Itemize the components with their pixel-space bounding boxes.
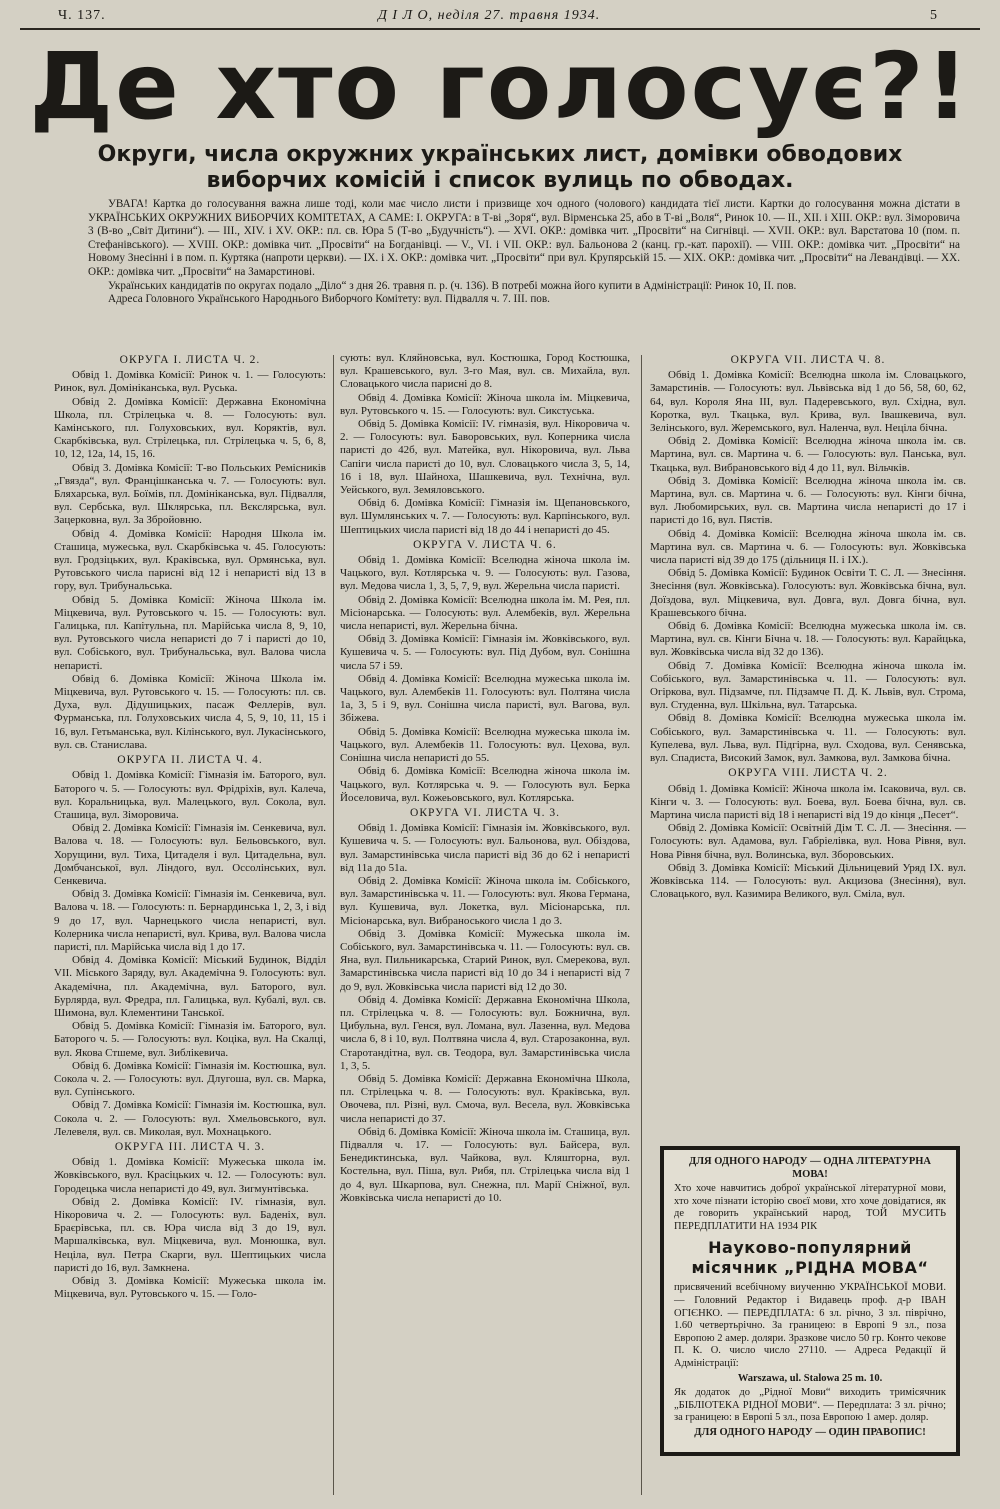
precinct-entry: Обвід 4. Домівка Комісії: Вселюдна жіноча школа ім. св. Мартина вул. св. Мартина ч. 6. — Голосують: вул. Жовківська числа паристі від 39 до 175 (дільниця ІІ. і ІХ.). xyxy=(650,527,966,567)
precinct-entry: Обвід 3. Домівка Комісії: Гімназія ім. Жовківського, вул. Кушевича ч. 5. — Голосують: вул. Під Дубом, вул. Сонішна числа 57 і 59. xyxy=(340,633,630,672)
precinct-entry: Обвід 4. Домівка Комісії: Міський Будинок, Відділ VII. Міського Заряду, вул. Академічна 9. Голосують: вул. Академічна, пл. Академічна, вул. Баторого, вул. Бурлярда, вул. Фредра, пл. Галицька, вул. Кубалі, вул. св. Шимона, вул. Клементини Танської. xyxy=(54,954,326,1019)
precinct-entry: Обвід 6. Домівка Комісії: Гімназія ім. Костюшка, вул. Сокола ч. 2. — Голосують: вул. Длугоша, вул. св. Марка, вул. Супінського. xyxy=(54,1059,326,1099)
precinct-entry: Обвід 2. Домівка Комісії: Вселюдна школа ім. М. Рея, пл. Місіонарська. — Голосують: вул. Алембеків, вул. Жерельна числа непаристі, вул. Жерельна бічна. xyxy=(340,593,630,633)
ad-address: Warszawa, ul. Stalowa 25 m. 10. xyxy=(737,1372,883,1384)
headline: Де хто голосує?! xyxy=(29,33,971,140)
precinct-entry: Обвід 6. Домівка Комісії: Гімназія ім. Щепановського, вул. Шумлянських ч. 7. — Голосують: вул. Карпінського, вул. Шептицьких числа паристі від 18 до 44 і непаристі до 45. xyxy=(340,497,630,536)
precinct-entry: Обвід 7. Домівка Комісії: Гімназія ім. Костюшка, вул. Сокола ч. 2. — Голосують: вул. Хмельовського, вул. Лелевеля, вул. св. Миколая, вул. Мохнацького. xyxy=(54,1099,326,1138)
precinct-entry: Обвід 5. Домівка Комісії: Вселюдна мужеська школа ім. Чацького, вул. Алембеків 11. Голосують: вул. Цехова, вул. Сонішна числа непаристі до 55. xyxy=(340,725,630,765)
district-heading: ОКРУГА V. ЛИСТА Ч. 6. xyxy=(413,538,557,551)
precinct-entry: Обвід 3. Домівка Комісії: Міський Дільницевий Уряд IX. вул. Жовківська 114. — Голосують: вул. Акцизова (Знесіння), вул. Словацького, вул. Казимира Великого, вул. Сміла, вул. xyxy=(650,861,966,901)
issue-number: Ч. 137. xyxy=(58,8,106,23)
district-heading: ОКРУГА VII. ЛИСТА Ч. 8. xyxy=(730,354,886,366)
precinct-entry: Обвід 1. Домівка Комісії: Гімназія ім. Жовківського, вул. Кушевича ч. 5. — Голосують: вул. Бальонова, вул. Обіздова, вул. Замарстинівська числа паристі від 36 до 62 і непаристі від 11а до 51а. xyxy=(340,822,630,874)
precinct-entry: Обвід 4. Домівка Комісії: Вселюдна мужеська школа ім. Чацького, вул. Алембеків 11. Голосують: вул. Полтяна числа 1а, 3, 5 і 9, вул. Сонішна числа паристі, вул. Вагова, вул. Збіжева. xyxy=(340,672,630,725)
subheadline: Округи, числа окружних українських лист, домівки обводових виборчих комісій і список вулиць по обводах. xyxy=(97,142,903,193)
precinct-entry: Обвід 2. Домівка Комісії: IV. гімназія, вул. Нікоровича ч. 2. — Голосують: вул. Баденіх, вул. Браєрівська, пл. св. Юра числа від 3 до 19, вул. Маршалківська, вул. Міцкевича, вул. Монюшка, вул. Неціла, вул. Петра Скарги, вул. Шептицьких числа паристі до 16, вул. Замкнена. xyxy=(54,1195,326,1274)
notice-paragraph: Адреса Головного Українського Народнього Виборчого Комітету: вул. Підвалля ч. 7. ІІІ. пов. xyxy=(108,293,550,306)
ad-slogan-top: ДЛЯ ОДНОГО НАРОДУ — ОДНА ЛІТЕРАТУРНА МОВА! xyxy=(689,1156,931,1180)
district-heading: ОКРУГА ІІІ. ЛИСТА Ч. 3. xyxy=(114,1140,266,1153)
precinct-entry: Обвід 2. Домівка Комісії: Вселюдна жіноча школа ім. св. Мартина, вул. св. Мартина ч. 6. — Голосують: вул. Панська, вул. Ткацька, вул. Вибрановського від 4 до 11, вул. Вільчків. xyxy=(650,435,966,474)
precinct-entry: Обвід 5. Домівка Комісії: Державна Економічна Школа, пл. Стрілецька ч. 8. — Голосують: вул. Краківська, вул. Овочева, пл. Різні, вул. Смоча, вул. Весела, вул. Жовківська числа непаристі до 37. xyxy=(340,1072,630,1125)
masthead-date: Д І Л О, неділя 27. травня 1934. xyxy=(378,8,601,23)
notice-paragraph: Українських кандидатів по округах подало „Діло“ з дня 26. травня п. р. (ч. 136). В потребі можна його купити в Адміністрації: Ринок 10, ІІ. пов. xyxy=(108,279,797,292)
running-header xyxy=(58,8,938,28)
ad-body: присвячений всебічному виученню УКРАЇНСЬКОЇ МОВИ. — Головний Редактор і Видавець проф. д-р ІВАН ОГІЄНКО. — ПЕРЕДПЛАТА: 6 зл. річно, 3 зл. піврічно, 1.60 четвертьрічно. За границею: в Европі 9 зл., поза Европою 2 амер. доляри. Зразкове число 50 гр. Конто чекове П. К. О. число число 27110. — Адреса Редакції й Адміністрації: xyxy=(674,1282,946,1369)
ad-title: Науково-популярний місячник „РІДНА МОВА“ xyxy=(691,1238,929,1278)
column-1 xyxy=(54,352,326,1502)
precinct-entry: Обвід 3. Домівка Комісії: Мужеська школа ім. Міцкевича, вул. Рутовського ч. 15. — Голо- xyxy=(54,1275,326,1301)
precinct-entry: Обвід 1. Домівка Комісії: Жіноча школа ім. Ісаковича, вул. св. Кінги ч. 3. — Голосують: вул. Боева, вул. Боева бічна, вул. св. Мартина числа паристі від 18 і непаристі від 19 до кінця „Песет“. xyxy=(650,782,966,821)
precinct-entry: Обвід 4. Домівка Комісії: Державна Економічна Школа, пл. Стрілецька ч. 8. — Голосують: вул. Божнична, вул. Цибульна, вул. Генся, вул. Ломана, вул. Лазенна, вул. Медова числа 6, 8 і 10, вул. Полтвяна числа 4, вул. Старозаконна, вул. Старотандітна, вул. св. Теодора, вул. Замарстинівська числа 1, 3, 5. xyxy=(340,993,630,1072)
column-divider xyxy=(641,355,642,1495)
page-number: 5 xyxy=(930,8,938,23)
precinct-entry: Обвід 3. Домівка Комісії: Вселюдна жіноча школа ім. св. Мартина, вул. св. Мартина ч. 6. — Голосують: вул. Кінги бічна, вул. Любомирських, вул. св. Мартина числа непаристі до 17 і паристі до 16, вул. Пястів. xyxy=(650,474,966,527)
ad-slogan-bottom: ДЛЯ ОДНОГО НАРОДУ — ОДИН ПРАВОПИС! xyxy=(694,1426,926,1438)
precinct-entry: Обвід 1. Домівка Комісії: Гімназія ім. Баторого, вул. Баторого ч. 5. — Голосують: вул. Фрідріхів, вул. Калеча, вул. Коральницька, вул. Малецького, вул. Сокола, вул. Сташица, вул. Зіморовича. xyxy=(54,769,326,821)
district-heading: ОКРУГА ІІ. ЛИСТА Ч. 4. xyxy=(117,754,263,767)
precinct-entry: Обвід 8. Домівка Комісії: Вселюдна мужеська школа ім. Собіського, вул. Замарстинівська ч. 11. — Голосують: вул. Купелева, вул. Льва, вул. Підгірна, вул. Сходова, вул. Сенявська, вул. Спадиста, Високий Замок, вул. Замкова, вул. Замкова бічна. xyxy=(650,712,966,765)
precinct-entry: Обвід 6. Домівка Комісії: Вселюдна мужеська школа ім. св. Мартина, вул. св. Кінги Бічна ч. 18. — Голосують: вул. Карайцька, вул. Жовківська числа від 32 до 136). xyxy=(650,620,966,659)
precinct-entry: Обвід 4. Домівка Комісії: Народня Школа ім. Сташица, мужеська, вул. Скарбківська ч. 45. Голосують: вул. Гродзіцьких, вул. Краківська, вул. Ормянська, вул. Рутовського числа парисні від 12 і непаристі від 13 в гору, вул. Трибунальська. xyxy=(54,527,326,593)
precinct-entry: Обвід 5. Домівка Комісії: Гімназія ім. Баторого, вул. Баторого ч. 5. — Голосують: вул. Коціка, вул. На Скалці, вул. Якова Стшеме, вул. Зиблікевича. xyxy=(54,1020,326,1059)
precinct-entry: Обвід 6. Домівка Комісії: Вселюдна жіноча школа ім. Чацького, вул. Котлярська ч. 9. — Голосують вул. Берка Йоселовича, вул. Кожеьовського, вул. Котлярська. xyxy=(340,765,630,804)
precinct-entry: Обвід 6. Домівка Комісії: Жіноча школа ім. Сташица, вул. Підвалля ч. 17. — Голосують: вул. Байсера, вул. Бенедиктинська, вул. Чайкова, вул. Кляшторна, вул. Костельна, вул. Піша, вул. Рибя, пл. Стрілецька числа від 1 до 4, вул. Шкарпова, вул. Снежна, пл. Марії Сніжної, вул. Жовківська числа непаристі до 10. xyxy=(340,1125,630,1204)
advertisement-box xyxy=(660,1146,960,1456)
precinct-entry: Обвід 5. Домівка Комісії: Жіноча Школа ім. Міцкевича, вул. Рутовського ч. 15. — Голосують: вул. Галицька, пл. Капітульна, пл. Марійська числа 8, 9, 10, вул. Рутовського числа непаристі до 7 і паристі до 10, вул. Собіського, вул. Трибунальська, вул. Валова числа непаристі. xyxy=(54,593,326,672)
precinct-entry: Обвід 2. Домівка Комісії: Державна Економічна Школа, пл. Стрілецька ч. 8. — Голосують: вул. Камінського, пл. Голуховських, вул. Коряктів, вул. Скарбківська, вул. Стрілецька, пл. Стрілецька ч. 5, 6, 8, 10, 12, 12а, 14, 15, 16. xyxy=(54,395,326,461)
column-divider xyxy=(333,355,334,1495)
district-heading: ОКРУГА І. ЛИСТА Ч. 2. xyxy=(119,354,261,366)
precinct-entry: Обвід 4. Домівка Комісії: Жіноча школа ім. Міцкевича, вул. Рутовського ч. 15. — Голосують: вул. Сикстуська. xyxy=(340,391,630,417)
district-heading: ОКРУГА VI. ЛИСТА Ч. 3. xyxy=(410,806,560,819)
precinct-entry: Обвід 2. Домівка Комісії: Гімназія ім. Сенкевича, вул. Валова ч. 18. — Голосують: вул. Бельовського, вул. Хорущини, вул. Тиха, Цитаделя і вул. Цитадельна, вул. Домбчанської, вул. Ліндого, вул. Оссолінських, вул. Сенкевича. xyxy=(54,822,326,887)
precinct-entry: Обвід 3. Домівка Комісії: Гімназія ім. Сенкевича, вул. Валова ч. 18. — Голосують: п. Бернардинська 1, 2, 3, і від 9 до 17, вул. Чарнецького числа непаристі, вул. Колерника числа непаристі, вул. Крива, вул. Валова числа паристі, пл. Марійська числа від 1 до 17. xyxy=(54,888,326,953)
precinct-entry: Обвід 2. Домівка Комісії: Жіноча школа ім. Собіського, вул. Замарстинівська ч. 11. — Голосують: вул. Якова Германа, вул. Кушевича, вул. Локетка, вул. Місіонарська, пл. Місіонарська, вул. Вибраноського числа 1 до 3. xyxy=(340,874,630,927)
precinct-entry: Обвід 1. Домівка Комісії: Вселюдна школа ім. Словацького, Замарстинів. — Голосують: вул. Львівська від 1 до 56, 58, 60, 62, 64, вул. Короля Яна ІІІ, вул. Падеревського, вул. Східна, вул. Коротка, вул. Ткацька, вул. Крива, вул. Івашкевича, вул. Зелінського, вул. Жеремського, вул. Наленча, вул. Неціла бічна. xyxy=(650,369,966,435)
precinct-entry: Обвід 1. Домівка Комісії: Мужеська школа ім. Жовківського, вул. Красіцьких ч. 12. — Голосують: вул. Городецька числа непаристі до 49, вул. Зигмунтівська. xyxy=(54,1156,326,1195)
precinct-entry: Обвід 7. Домівка Комісії: Вселюдна жіноча школа ім. Собіського, вул. Замарстинівська ч. 11. — Голосують: вул. Огіркова, вул. Підзамче, пл. Підзамче П. Д. К. Львів, вул. Строма, вул. Студенна, вул. Шкільна, вул. Татарська. xyxy=(650,659,966,712)
precinct-entry: Обвід 6. Домівка Комісії: Жіноча Школа ім. Міцкевича, вул. Рутовського ч. 15. — Голосують: пл. св. Духа, вул. Дідушицьких, пасаж Феллерів, вул. Фурманська, пл. Голуховських числа 4, 5, 9, 10, 11, 15 і 16, вул. Гетьманська, вул. Кілінського, вул. Лукасінського, вул. св. Станислава. xyxy=(54,672,326,751)
ad-supplement: Як додаток до „Рідної Мови“ виходить тримісячник „БІБЛІОТЕКА РІДНОЇ МОВИ“. — Передплата: 3 зл. річно; за границею: в Европі 5 зл., поза Европою 1 амер. доляр. xyxy=(674,1387,946,1424)
notice-block xyxy=(88,198,960,348)
precinct-entry: Обвід 3. Домівка Комісії: Мужеська школа ім. Собіського, вул. Замарстинівська ч. 11. — Голосують: вул. св. Яна, вул. Пильникарська, Старий Ринок, вул. Смерекова, вул. Замарстинівська числа паристі від 10 до 34 і непаристі від 7 до 9, вул. Жовківська числа паристі від 12 до 30. xyxy=(340,927,630,993)
precinct-entry: сують: вул. Кляйновська, вул. Костюшка, Город Костюшка, вул. Крашевського, вул. 3-го Мая, вул. св. Михайла, вул. Словацького числа парисні до 8. xyxy=(340,352,630,391)
column-2 xyxy=(340,352,630,1502)
precinct-entry: Обвід 3. Домівка Комісії: Т-во Польських Ремісників „Гвязда“, вул. Францішканська ч. 7. — Голосують: вул. Бляхарська, вул. Боїмів, пл. Домініканська, вул. Підвалля, вул. Сербська, вул. Шклярська, пл. Вєкслярська, вул. Зацерковна, вул. За Збройовню. xyxy=(54,461,326,527)
district-heading: ОКРУГА VIII. ЛИСТА Ч. 2. xyxy=(728,767,888,780)
precinct-entry: Обвід 5. Домівка Комісії: IV. гімназія, вул. Нікоровича ч. 2. — Голосують: вул. Баворовських, вул. Коперника числа паристі до 42б, вул. Матейка, вул. Нікоровича, вул. Льва Сапіги числа паристі до 10, вул. Словацького числа 3, 5, 14, 16 і 18, вул. Шайноха, Шашкевича, вул. Технічна, вул. Уейського, вул. Земяловського. xyxy=(340,418,630,497)
ad-intro: Хто хоче навчитись доброї української літературної мови, хто хоче пізнати історію своєї мови, хто хоче довідатися, як де говорить український народ, ТОЙ МУСИТЬ ПЕРЕДПЛАТИТИ НА 1934 РІК xyxy=(674,1183,946,1232)
precinct-entry: Обвід 1. Домівка Комісії: Вселюдна жіноча школа ім. Чацького, вул. Котлярська ч. 9. — Голосують: вул. Газова, вул. Медова числа 1, 3, 5, 7, 9, вул. Жерельна числа паристі. xyxy=(340,554,630,593)
notice-paragraph: УВАГА! Картка до голосування важна лише тоді, коли має число листи і призвище хоч одного (чолового) кандидата тієї листи. Картки до голосування можна дістати в УКРАЇНСЬКИХ ОКРУЖНИХ ВИБОРЧИХ КОМІТЕТАХ, А САМЕ: І. ОКРУГА: в Т-ві „Зоря“, вул. Вірменська 25, або в Т-ві „Воля“, Ринок 10. — ІІ., ХІІ. і ХІІІ. ОКР.: вул. Зіморовича 3 (В-во „Світ Дитини“). — ІІІ., XIV. і XV. ОКР.: пл. св. Юра 5 (Т-во „Будучність“). — XVI. ОКР.: домівка чит. „Просвіти“ на Сигнівці. — XVII. ОКР.: вул. Варстатова 10 (пом. п. Стефанівського). — XVIII. ОКР.: домівка чит. „Просвіти“ на Богданівці. — V., VI. і VII. ОКР.: вул. Бальонова 2 (канц. гр.-кат. парохії). — VIII. ОКР.: домівка чит. „Просвіти“ на Новому Знесінні і в пом. п. Куртяка (напроти церкви). — IX. і X. ОКР.: домівка чит. „Просвіти“ при вул. Крупярській 15. — XIX. ОКР.: домівка чит. „Просвіти“ на Левандівці. — XX. ОКР.: домівка чит. „Просвіти“ на Замарстинові. xyxy=(88,198,960,278)
precinct-entry: Обвід 1. Домівка Комісії: Ринок ч. 1. — Голосують: Ринок, вул. Домініканська, вул. Руська. xyxy=(54,369,326,395)
precinct-entry: Обвід 2. Домівка Комісії: Освітній Дім Т. С. Л. — Знесіння. — Голосують: вул. Адамова, вул. Габріелівка, вул. Нова Рівня, вул. Нова Рівня бічна, вул. Волинська, вул. Зборовських. xyxy=(650,822,966,861)
precinct-entry: Обвід 5. Домівка Комісії: Будинок Освіти Т. С. Л. — Знесіння. Знесіння (вул. Жовківська). Голосують: вул. Жовківська бічна, вул. Доїздова, вул. Міцкевича, вул. Довга, вул. Довга бічна, вул. Крашевського бічна. xyxy=(650,567,966,619)
